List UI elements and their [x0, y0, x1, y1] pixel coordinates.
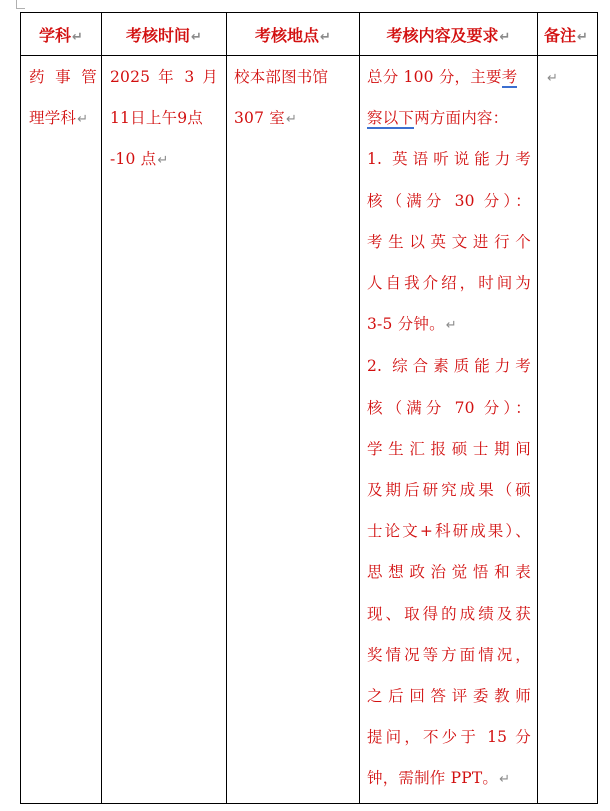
item1-line-5: 3-5 分钟。↵ — [367, 315, 457, 334]
time-line-2: 11日上午9点 — [110, 109, 203, 128]
item2-line-7: 现、取得的成绩及获 — [367, 604, 531, 623]
content-cell — [360, 56, 538, 804]
item2-line-2: 核（满分 70 分）： — [367, 398, 531, 417]
item1-line-1: 1. 英语听说能力考 — [367, 150, 531, 169]
time-cell — [102, 56, 227, 804]
time-line-1: 2025 年 3 月 — [110, 68, 218, 86]
subject-cell — [21, 56, 102, 804]
subject-line-1: 药事管 — [29, 68, 97, 86]
item2-line-9: 之后回答评委教师 — [367, 687, 531, 706]
item2-line-10: 提问，不少于 15 分 — [367, 728, 531, 747]
header-exam-content: 考核内容及要求↵ — [360, 13, 538, 56]
exam-schedule-table — [20, 12, 598, 804]
item2-line-1: 2. 综合素质能力考 — [367, 357, 531, 376]
header-exam-time: 考核时间↵ — [102, 13, 227, 56]
page-corner-mark — [16, 0, 25, 9]
time-line-3: -10 点↵ — [110, 150, 169, 169]
table-header-row — [21, 13, 598, 56]
header-exam-location: 考核地点↵ — [227, 13, 360, 56]
item1-line-2: 核（满分 30 分）： — [367, 191, 531, 210]
header-remark: 备注↵ — [538, 13, 598, 56]
item2-line-5: 士论文+科研成果）、 — [367, 522, 531, 541]
item2-line-8: 奖情况等方面情况， — [367, 645, 531, 664]
item1-line-3: 考生以英文进行个 — [367, 232, 531, 251]
remark-cell — [538, 56, 598, 804]
item2-line-3: 学生汇报硕士期间 — [367, 439, 531, 458]
table-row — [21, 56, 598, 804]
remark-text: ↵ — [547, 71, 559, 86]
header-subject: 学科↵ — [21, 13, 102, 56]
location-line-2: 307 室↵ — [234, 109, 298, 128]
subject-line-2: 理学科↵ — [29, 109, 89, 128]
item2-line-6: 思想政治觉悟和表 — [367, 563, 531, 582]
content-intro-underlined: 考察以下 — [367, 68, 518, 128]
location-line-1: 校本部图书馆 — [234, 68, 329, 86]
item2-line-4: 及期后研究成果（硕 — [367, 481, 531, 500]
location-cell — [227, 56, 360, 804]
item1-line-4: 人自我介绍，时间为 — [367, 274, 531, 293]
item2-line-11: 钟，需制作 PPT。↵ — [367, 769, 511, 788]
content-intro-line-1: 总分 100 分，主要考察以下两方面内容： — [367, 68, 518, 128]
